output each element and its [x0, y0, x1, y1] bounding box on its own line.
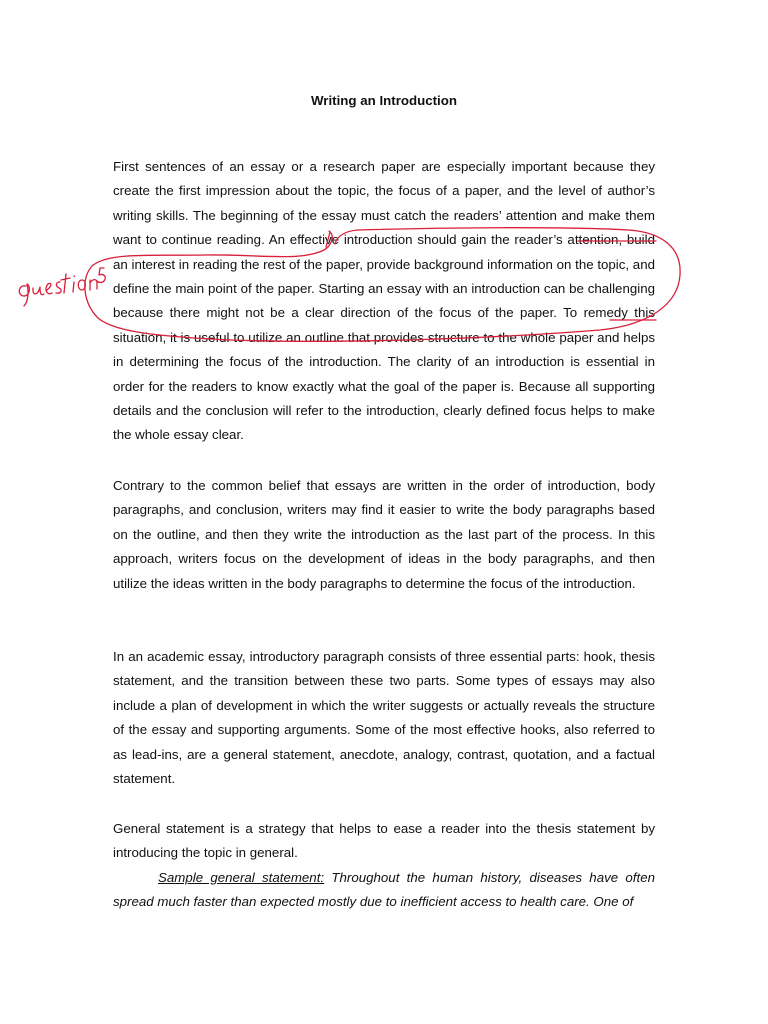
paragraph-introductory-parts: In an academic essay, introductory paragraph consists of three essential parts: hook, thesis statement, and the transition between these two parts. Some types of essays may also include a plan of development in which the writer suggests or actually reveals the structure of the essay and supporting arguments. Some of the most effective hooks, also referred to as lead-ins, are a general statement, anecdote, analogy, contrast, quotation, and a factual statement.: [113, 649, 655, 787]
paragraph-introduction-importance: First sentences of an essay or a research paper are especially important because they create the first impression about the topic, the focus of a paper, and the level of author’s writing skills. The beginning of the essay must catch the readers’ attention and make them want to continue reading. An effective introduction should gain the reader’s attention, build an interest in reading the rest of the paper, provide background information on the topic, and define the main point of the paper. Starting an essay with an introduction can be challenging because there might not be a clear direction of the focus of the paper. To remedy this situation, it is useful to utilize an outline that provides structure to the whole paper and helps in determining the focus of the introduction. The clarity of an introduction is essential in order for the readers to know exactly what the goal of the paper is. Because all supporting details and the conclusion will refer to the introduction, clearly defined focus helps to make the whole essay clear.: [113, 159, 655, 443]
sample-text: Throughout the human history, diseases have often spread much faster than expected mostly due to inefficient access to health care. One of: [113, 870, 655, 910]
paragraph-writing-order: Contrary to the common belief that essays are written in the order of introduction, body paragraphs, and conclusion, writers may find it easier to write the body paragraphs based on the outline, and then they write the introduction as the last part of the process. In this approach, writers focus on the development of ideas in the body paragraphs, and then utilize the ideas written in the body paragraphs to determine the focus of the introduction.: [113, 478, 655, 591]
annotation-word-question: [19, 268, 105, 306]
sample-label: Sample general statement:: [158, 870, 325, 885]
document-title: Writing an Introduction: [311, 93, 457, 108]
sample-general-statement: [113, 866, 655, 915]
paragraph-general-statement: General statement is a strategy that helps to ease a reader into the thesis statement by introducing the topic in general.: [113, 821, 655, 861]
